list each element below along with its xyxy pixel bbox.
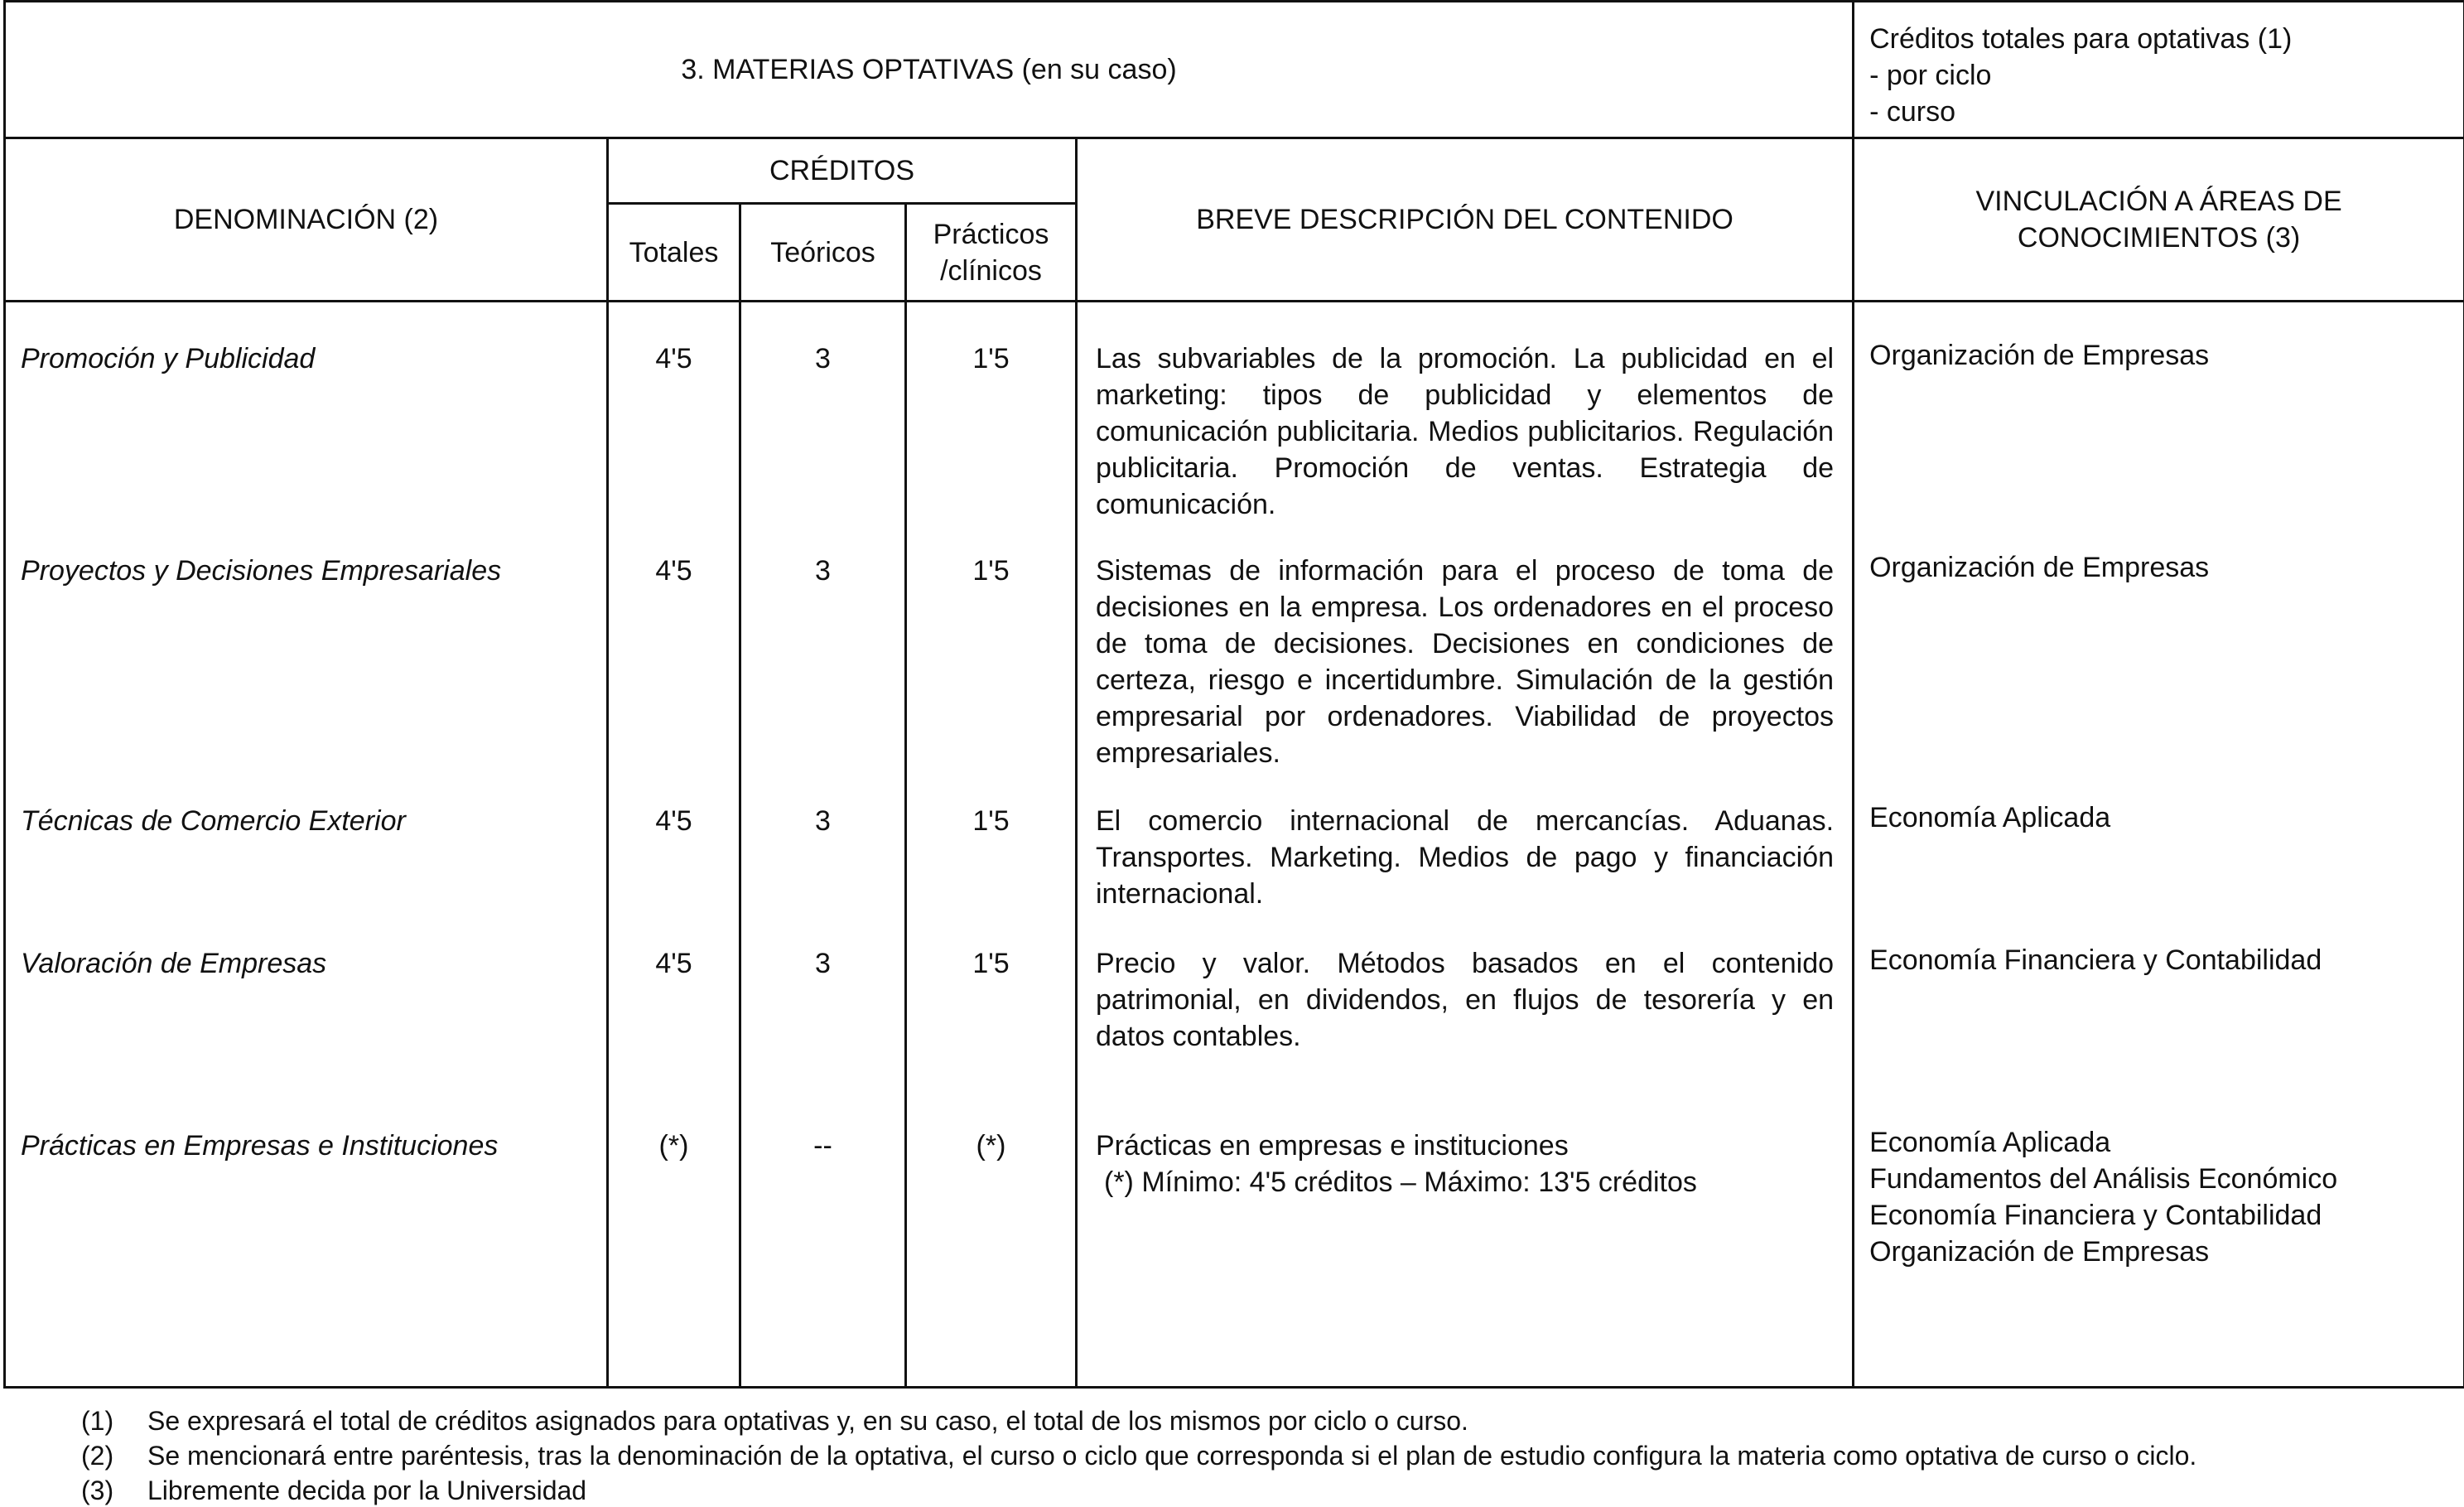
description-note: (*) Mínimo: 4'5 créditos – Máximo: 13'5 créditos bbox=[1096, 1164, 1834, 1200]
credits-practicos: (*) bbox=[906, 1098, 1077, 1387]
subject-description bbox=[1077, 1098, 1854, 1387]
table-row bbox=[5, 773, 2464, 915]
knowledge-area: Economía Financiera y Contabilidad bbox=[1854, 915, 2464, 1098]
credits-teoricos: 3 bbox=[740, 915, 906, 1098]
vinculacion-header: VINCULACIÓN A ÁREAS DE CONOCIMIENTOS (3) bbox=[1854, 138, 2464, 302]
section-title bbox=[5, 2, 1854, 138]
knowledge-area: Organización de Empresas bbox=[1854, 302, 2464, 524]
knowledge-area: Organización de Empresas bbox=[1854, 523, 2464, 773]
subject-description: Precio y valor. Métodos basados en el contenido patrimonial, en dividendos, en flujos de tesorería y en datos contables. bbox=[1077, 915, 1854, 1098]
description-text: Prácticas en empresas e instituciones bbox=[1096, 1128, 1834, 1164]
creditos-header: CRÉDITOS bbox=[608, 138, 1077, 204]
total-credits-label: Créditos totales para optativas (1) bbox=[1869, 21, 2448, 57]
descripcion-header: BREVE DESCRIPCIÓN DEL CONTENIDO bbox=[1077, 138, 1854, 302]
subject-description: Las subvariables de la promoción. La publicidad en el marketing: tipos de publicidad y elementos de comunicación publicitaria. Medios publicitarios. Regulación publicitaria. Promoción de ventas. Estrategia de comunicación. bbox=[1077, 302, 1854, 524]
credits-totales: 4'5 bbox=[608, 302, 740, 524]
section-title-text: 3. MATERIAS OPTATIVAS (en su caso) bbox=[681, 54, 1176, 85]
optional-subjects-table bbox=[3, 0, 2464, 1389]
totales-header: Totales bbox=[608, 204, 740, 302]
column-header-row bbox=[5, 138, 2464, 204]
subject-name: Prácticas en Empresas e Instituciones bbox=[5, 1098, 608, 1387]
footnote: (3) Libremente decida por la Universidad bbox=[81, 1474, 586, 1507]
table-row bbox=[5, 1098, 2464, 1387]
knowledge-area: Economía Aplicada Fundamentos del Análisis Económico Economía Financiera y Contabilidad Organización de Empresas bbox=[1854, 1098, 2464, 1387]
footnote: (1) Se expresará el total de créditos asignados para optativas y, en su caso, el total de los mismos por ciclo o curso. bbox=[81, 1404, 1468, 1437]
denominacion-header: DENOMINACIÓN (2) bbox=[5, 138, 608, 302]
credits-practicos: 1'5 bbox=[906, 915, 1077, 1098]
subject-description: El comercio internacional de mercancías. Aduanas. Transportes. Marketing. Medios de pago y financiación internacional. bbox=[1077, 773, 1854, 915]
knowledge-area: Economía Aplicada bbox=[1854, 773, 2464, 915]
practicos-header: Prácticos /clínicos bbox=[906, 204, 1077, 302]
table-row bbox=[5, 302, 2464, 524]
credits-totales: 4'5 bbox=[608, 773, 740, 915]
footnote: (2) Se mencionará entre paréntesis, tras la denominación de la optativa, el curso o ciclo que corresponda si el plan de estudio configura la materia como optativa de curso o ciclo. bbox=[81, 1439, 2196, 1472]
credits-teoricos: -- bbox=[740, 1098, 906, 1387]
subject-name: Técnicas de Comercio Exterior bbox=[5, 773, 608, 915]
credits-practicos: 1'5 bbox=[906, 302, 1077, 524]
subject-name: Proyectos y Decisiones Empresariales bbox=[5, 523, 608, 773]
subject-description: Sistemas de información para el proceso de toma de decisiones en la empresa. Los ordenadores en el proceso de toma de decisiones. Decisiones en condiciones de certeza, riesgo e incertidumbre. Simulación de la gestión empresarial por ordenadores. Viabilidad de proyectos empresariales. bbox=[1077, 523, 1854, 773]
credits-teoricos: 3 bbox=[740, 302, 906, 524]
subject-name: Promoción y Publicidad bbox=[5, 302, 608, 524]
teoricos-header: Teóricos bbox=[740, 204, 906, 302]
credits-teoricos: 3 bbox=[740, 523, 906, 773]
table-title-row bbox=[5, 2, 2464, 138]
per-course-label: - curso bbox=[1869, 94, 2448, 130]
credits-totales: (*) bbox=[608, 1098, 740, 1387]
per-cycle-label: - por ciclo bbox=[1869, 57, 2448, 94]
credits-teoricos: 3 bbox=[740, 773, 906, 915]
table-row bbox=[5, 915, 2464, 1098]
credits-totales: 4'5 bbox=[608, 915, 740, 1098]
table-row bbox=[5, 523, 2464, 773]
credits-totales: 4'5 bbox=[608, 523, 740, 773]
total-credits-cell bbox=[1854, 2, 2464, 138]
subject-name: Valoración de Empresas bbox=[5, 915, 608, 1098]
credits-practicos: 1'5 bbox=[906, 773, 1077, 915]
credits-practicos: 1'5 bbox=[906, 523, 1077, 773]
